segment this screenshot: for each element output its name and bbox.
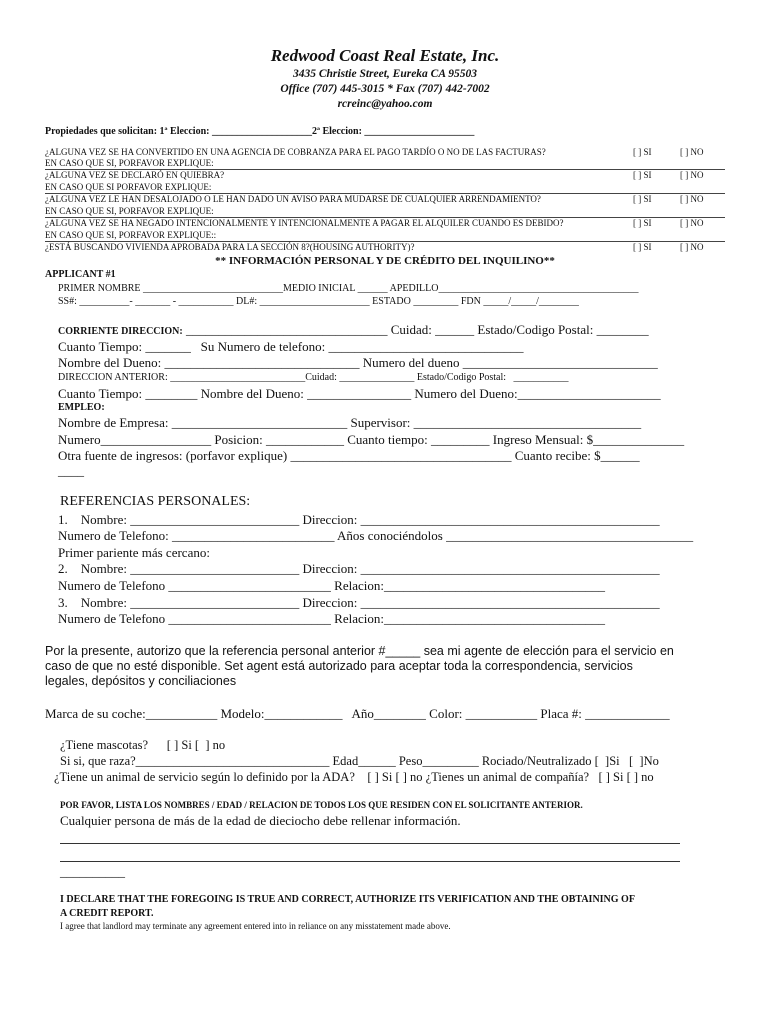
question-text: ¿ALGUNA VEZ LE HAN DESALOJADO O LE HAN DADO UN AVISO PARA MUDARSE DE CUALQUIER ARRENDAMIENTO? <box>45 194 541 204</box>
other-income-continued[interactable]: ____ <box>58 463 84 478</box>
id-line[interactable]: SS#: __________- _______ - ___________ DL#: ______________________ ESTADO _________ FDN _____/_____/________ <box>58 296 579 307</box>
company-email: rcreinc@yahoo.com <box>337 98 433 110</box>
current-owner-line[interactable]: Nombre del Dueno: ______________________________ Numero del dueno ______________________________ <box>58 355 658 370</box>
authorization-line-3: legales, depósitos y conciliaciones <box>45 674 237 688</box>
company-address: 3435 Christie Street, Eureka CA 95503 <box>292 68 478 80</box>
vehicle-line[interactable]: Marca de su coche:___________ Modelo:____________ Año________ Color: ___________ Placa #: _____________ <box>45 706 670 721</box>
service-animal-line[interactable]: ¿Tiene un animal de servicio según lo definido por la ADA? [ ] Si [ ] no ¿Tienes un animal de compañía? [ ] Si [ ] no <box>54 770 654 784</box>
authorization-line-2: caso de que no esté disponible. Set agent está autorizado para aceptar toda la correspondencia, servicios <box>45 659 633 673</box>
question-text: ¿ALGUNA VEZ SE HA NEGADO INTENCIONALMENTE Y INTENCIONALMENTE A PAGAR EL ALQUILER CUANDO ES DEBIDO? <box>45 218 564 228</box>
question-text: ¿ALGUNA VEZ SE HA CONVERTIDO EN UNA AGENCIA DE COBRANZA PARA EL PAGO TARDÍO O NO DE LAS FACTURAS? <box>45 147 546 157</box>
declaration-line-3: I agree that landlord may terminate any agreement entered into in reliance on any misstatement made above. <box>60 921 451 931</box>
no-checkbox[interactable]: [ ] NO <box>680 218 704 228</box>
previous-time-line[interactable]: Cuanto Tiempo: ________ Nombre del Dueno: ________________ Numero del Dueno:______________________ <box>58 386 661 401</box>
explain-label: EN CASO QUE SI, PORFAVOR EXPLIQUE: <box>45 158 214 168</box>
occupants-heading: POR FAVOR, LISTA LOS NOMBRES / EDAD / RELACION DE TODOS LOS QUE RESIDEN CON EL SOLICITANTE ANTERIOR. <box>60 800 583 810</box>
current-address-label: CORRIENTE DIRECCION: <box>58 326 183 337</box>
other-income-line[interactable]: Otra fuente de ingresos: (porfavor explique) __________________________________ Cuanto recibe: $______ <box>58 448 640 463</box>
reference-1-name[interactable]: 1. Nombre: __________________________ Direccion: ______________________________________________ <box>58 512 660 527</box>
question-text: ¿ESTÁ BUSCANDO VIVIENDA APROBADA PARA LA SECCIÓN 8?(HOUSING AUTHORITY)? <box>45 242 415 252</box>
current-time-line[interactable]: Cuanto Tiempo: _______ Su Numero de telefono: ______________________________ <box>58 339 524 354</box>
no-checkbox[interactable]: [ ] NO <box>680 194 704 204</box>
breed-line[interactable]: Si si, que raza?_______________________________ Edad______ Peso_________ Rociado/Neutralizado [ ]Si [ ]No <box>60 754 659 768</box>
si-checkbox[interactable]: [ ] SI <box>633 242 652 252</box>
question-text: ¿ALGUNA VEZ SE DECLARÓ EN QUIEBRA? <box>45 170 225 180</box>
no-checkbox[interactable]: [ ] NO <box>680 170 704 180</box>
properties-line: Propiedades que solicitan: 1ª Eleccion: ____________________2ª Eleccion: ______________________ <box>45 126 475 137</box>
applicant-heading: APPLICANT #1 <box>45 269 116 280</box>
previous-address-line[interactable]: DIRECCION ANTERIOR: ___________________________Cuidad: _______________ Estado/Codigo Postal: ___________ <box>58 372 569 383</box>
reference-1-phone[interactable]: Numero de Telefono: _________________________ Años conociéndolos ______________________________________ <box>58 528 694 543</box>
relative-label: Primer pariente más cercano: <box>58 545 210 560</box>
info-heading: ** INFORMACIÓN PERSONAL Y DE CRÉDITO DEL INQUILINO** <box>215 255 555 267</box>
reference-2-name[interactable]: 2. Nombre: __________________________ Direccion: ______________________________________________ <box>58 561 660 576</box>
name-line[interactable]: PRIMER NOMBRE ____________________________MEDIO INICIAL ______ APEDILLO________________________________________ <box>58 283 639 294</box>
no-checkbox[interactable]: [ ] NO <box>680 242 704 252</box>
reference-3-phone[interactable]: Numero de Telefono _________________________ Relacion:__________________________________ <box>58 611 605 626</box>
pets-question[interactable]: ¿Tiene mascotas? [ ] Si [ ] no <box>60 738 226 752</box>
explain-label: EN CASO QUE SI, PORFAVOR EXPLIQUE: <box>45 206 214 216</box>
si-checkbox[interactable]: [ ] SI <box>633 147 652 157</box>
reference-2-phone[interactable]: Numero de Telefono _________________________ Relacion:__________________________________ <box>58 578 605 593</box>
current-address-line[interactable] <box>58 322 649 338</box>
company-phones: Office (707) 445-3015 * Fax (707) 442-7002 <box>280 83 490 95</box>
occupants-line-1[interactable] <box>60 843 680 844</box>
explain-label: EN CASO QUE SI PORFAVOR EXPLIQUE: <box>45 182 212 192</box>
references-heading: REFERENCIAS PERSONALES: <box>60 494 251 509</box>
declaration-line-1: I DECLARE THAT THE FOREGOING IS TRUE AND CORRECT, AUTHORIZE ITS VERIFICATION AND THE OBTAINING OF <box>60 894 635 905</box>
position-line[interactable]: Numero_________________ Posicion: ____________ Cuanto tiempo: _________ Ingreso Mensual: $______________ <box>58 432 685 447</box>
occupants-line-3[interactable]: __________ <box>60 864 125 879</box>
employment-heading: EMPLEO: <box>58 402 105 413</box>
no-checkbox[interactable]: [ ] NO <box>680 147 704 157</box>
company-name: Redwood Coast Real Estate, Inc. <box>270 46 500 65</box>
employer-line[interactable]: Nombre de Empresa: ___________________________ Supervisor: ___________________________________ <box>58 415 642 430</box>
explain-label: EN CASO QUE SI, PORFAVOR EXPLIQUE:: <box>45 230 217 240</box>
occupants-line-2[interactable] <box>60 861 680 862</box>
si-checkbox[interactable]: [ ] SI <box>633 194 652 204</box>
si-checkbox[interactable]: [ ] SI <box>633 218 652 228</box>
reference-3-name[interactable]: 3. Nombre: __________________________ Direccion: ______________________________________________ <box>58 595 660 610</box>
occupants-note: Cualquier persona de más de la edad de dieciocho debe rellenar información. <box>60 813 461 828</box>
current-address-fields[interactable]: _______________________________ Cuidad: ______ Estado/Codigo Postal: ________ <box>182 322 649 337</box>
declaration-line-2: A CREDIT REPORT. <box>60 908 154 919</box>
si-checkbox[interactable]: [ ] SI <box>633 170 652 180</box>
authorization-line-1: Por la presente, autorizo que la referencia personal anterior #_____ sea mi agente de elección para el servicio en <box>45 644 674 658</box>
